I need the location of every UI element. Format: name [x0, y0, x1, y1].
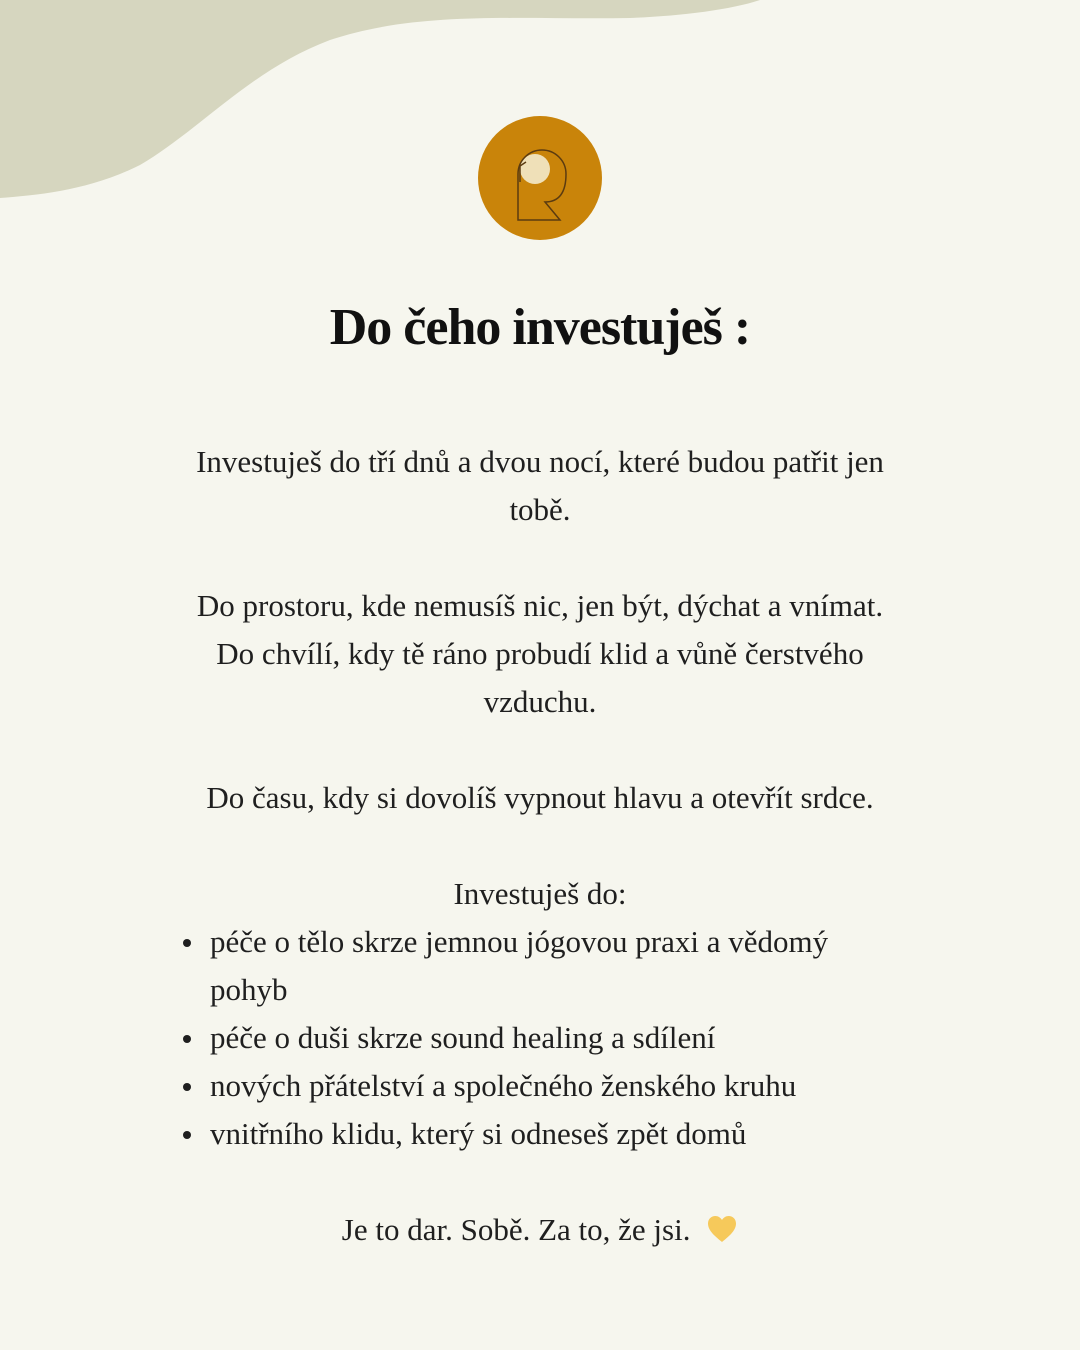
investment-list: [170, 918, 910, 1158]
circle-monogram-logo: [478, 116, 602, 240]
list-item: nových přátelství a společného ženského kruhu: [170, 1062, 910, 1110]
decorative-blob: [0, 0, 760, 220]
closing-text: Je to dar. Sobě. Za to, že jsi.: [341, 1212, 691, 1247]
closing-line: [170, 1206, 910, 1254]
space-paragraph: [170, 582, 910, 726]
space-line: Do prostoru, kde nemusíš nic, jen být, dýchat a vnímat.: [196, 588, 884, 623]
list-item: péče o tělo skrze jemnou jógovou praxi a vědomý pohyb: [170, 918, 910, 1014]
intro-paragraph: Investuješ do tří dnů a dvou nocí, které budou patřit jen tobě.: [196, 444, 884, 527]
time-paragraph: Do času, kdy si dovolíš vypnout hlavu a otevřít srdce.: [206, 780, 874, 815]
main-content: [170, 438, 910, 1254]
morning-line: Do chvílí, kdy tě ráno probudí klid a vůně čerstvého vzduchu.: [216, 636, 864, 719]
list-title: Investuješ do:: [453, 876, 627, 911]
page-title: Do čeho investuješ :: [329, 299, 751, 356]
list-item: péče o duši skrze sound healing a sdílení: [170, 1014, 910, 1062]
yellow-heart-icon: [706, 1214, 738, 1244]
list-item: vnitřního klidu, který si odneseš zpět domů: [170, 1110, 910, 1158]
